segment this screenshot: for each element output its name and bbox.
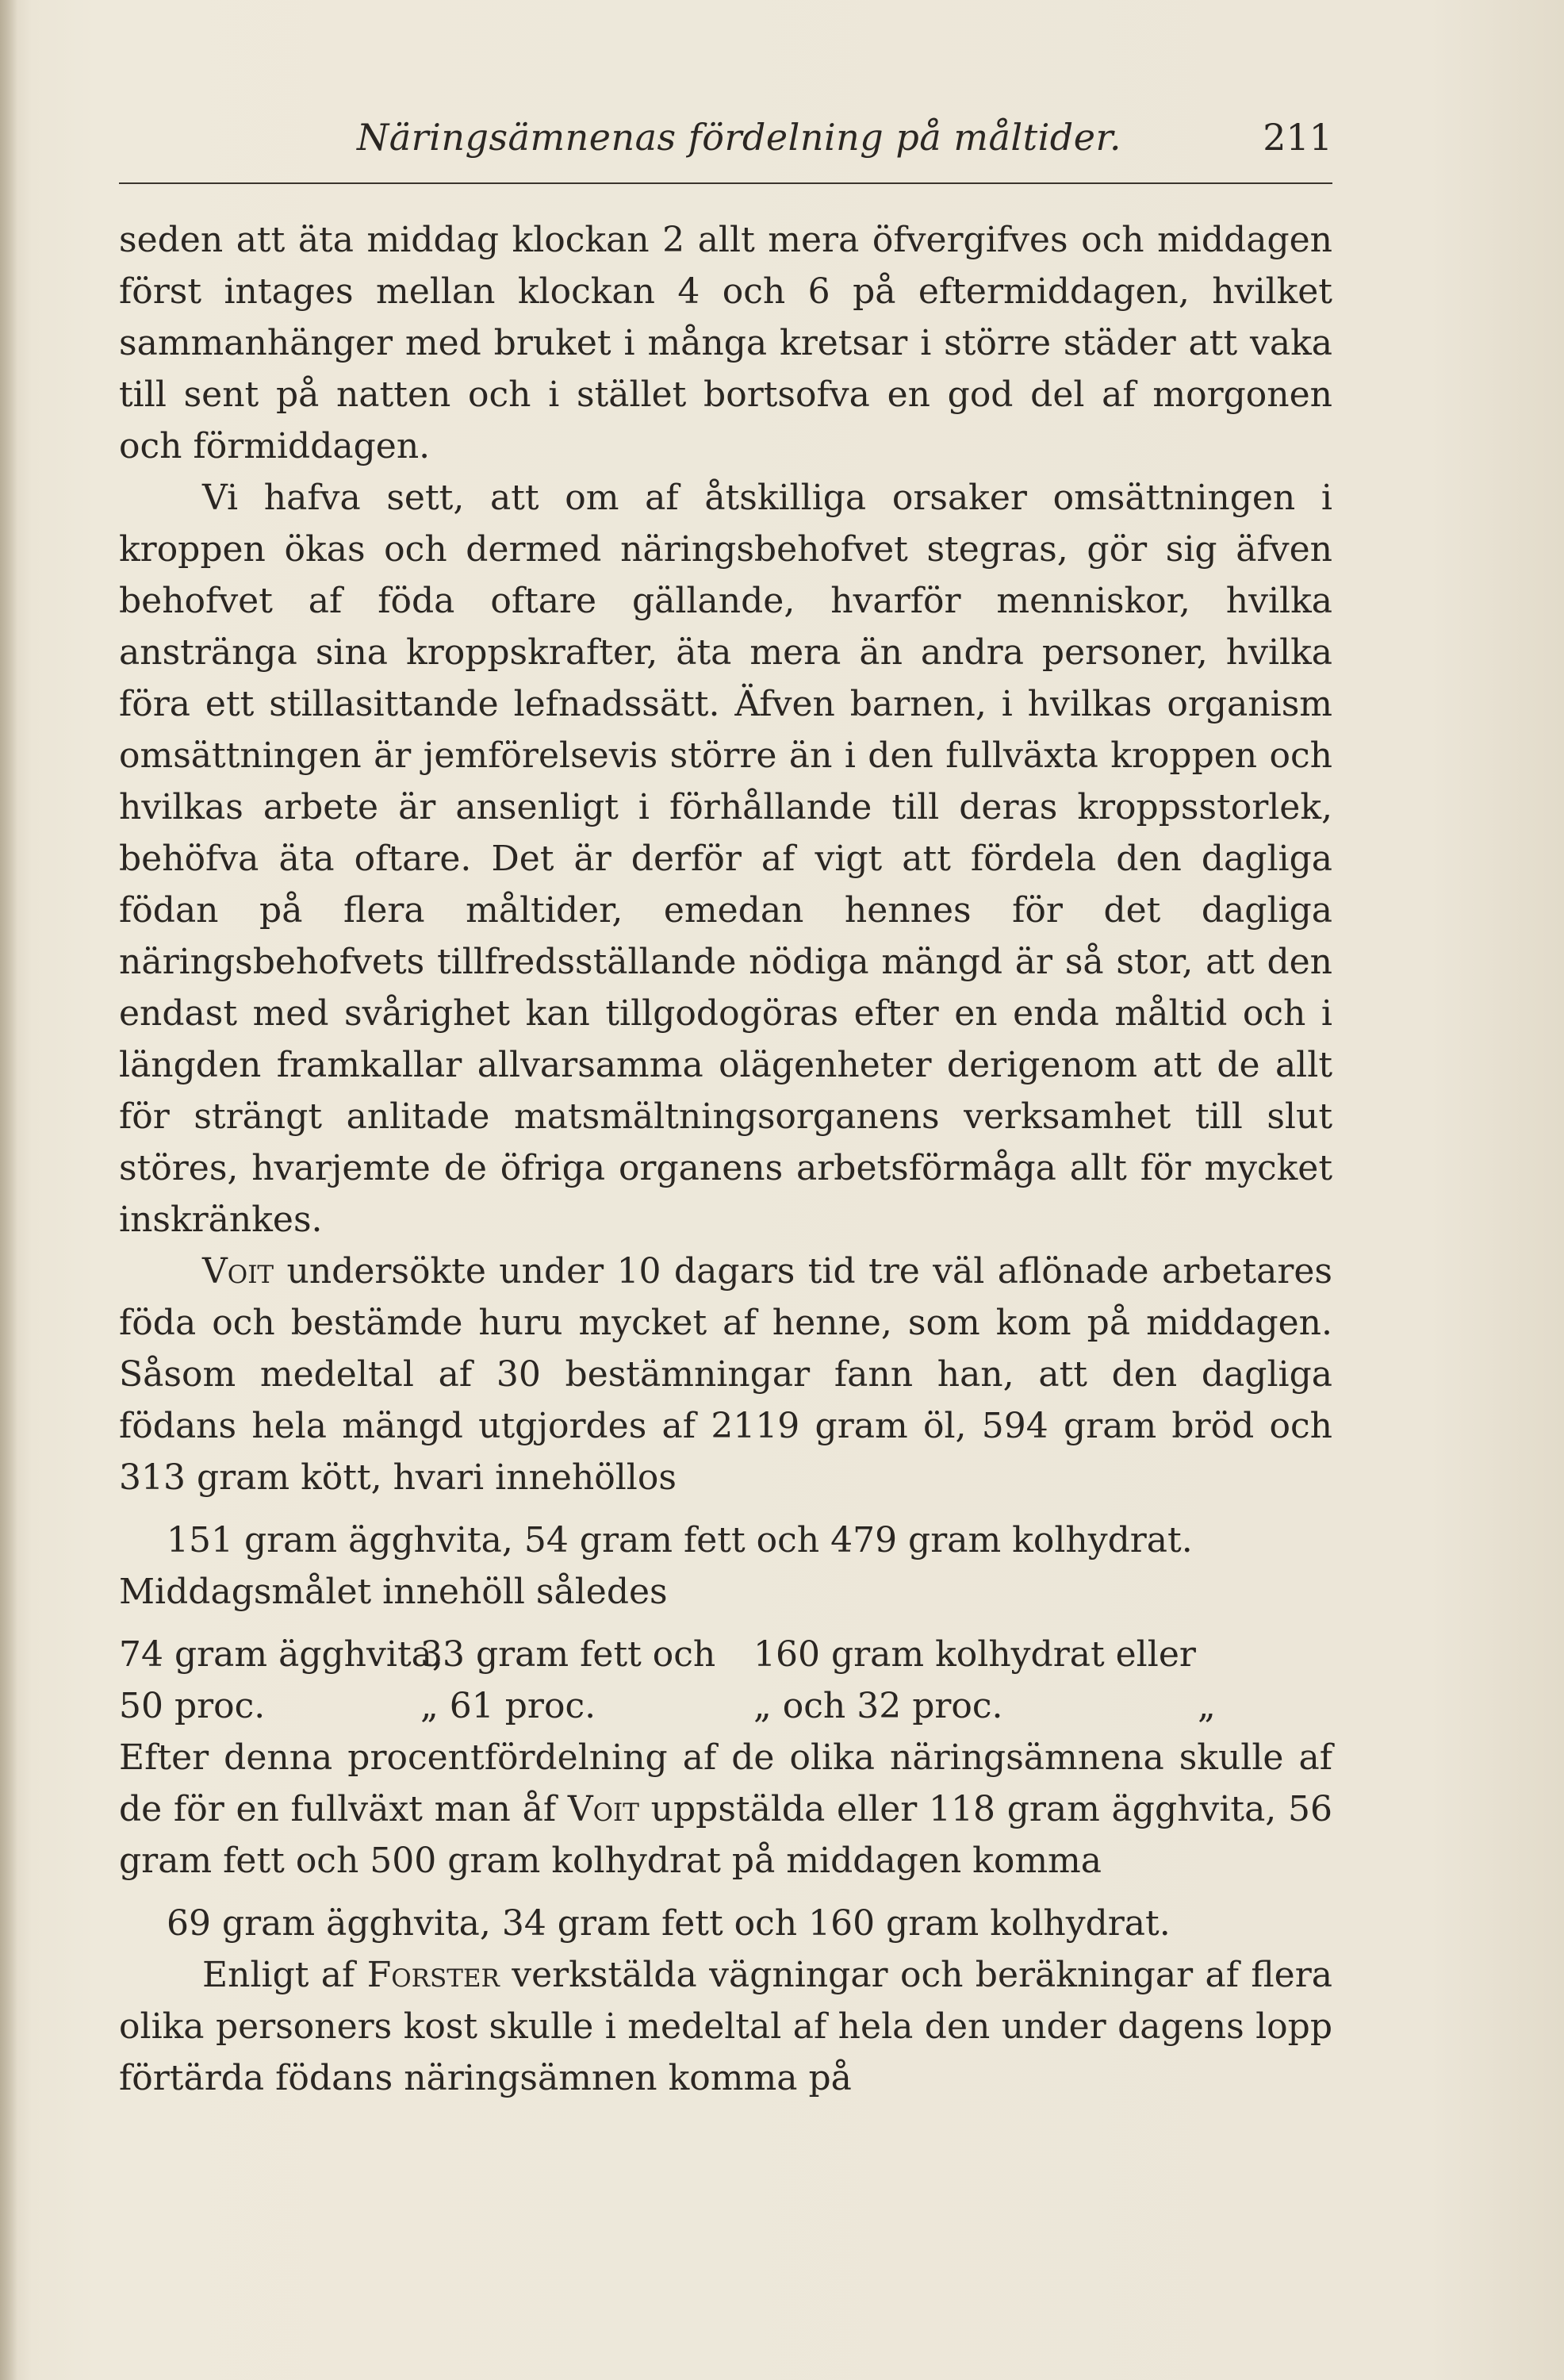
cell — [1198, 1629, 1332, 1680]
page-header — [119, 111, 1332, 167]
paragraph-5 — [119, 1732, 1332, 1887]
paragraph-1: seden att äta middag klockan 2 allt mera öfvergifves och middagen först intages mellan klockan 4 och 6 på eftermiddagen, hvilket sammanhänger med bruket i många kretsar i större städer att vaka till sent på natten och i stället bortsofva en god del af morgonen och förmiddagen. — [119, 220, 1332, 466]
author-name: Voit — [202, 1251, 274, 1292]
spine-shadow — [0, 0, 17, 2380]
cell: 160 gram kolhydrat eller — [753, 1634, 1196, 1675]
cell: 33 gram fett och — [420, 1634, 716, 1675]
paragraph-4: Middagsmålet innehöll således — [119, 1572, 668, 1612]
paragraph-2: Vi hafva sett, att om af åtskilliga orsaker omsättningen i kroppen ökas och dermed näringsbehofvet stegras, gör sig äfven behofvet af föda oftare gällande, hvarför menniskor, hvilka anstränga sina kroppskrafter, äta mera än andra personer, hvilka föra ett stillasittande lefnadssätt. Äfven barnen, i hvilkas organism omsättningen är jemförelsevis större än i den fullväxta kroppen och hvilkas arbete är ansenligt i förhållande till deras kroppsstorlek, behöfva äta oftare. Det är derför af vigt att fördela den dagliga födan på flera måltider, emedan hennes för det dagliga näringsbehofvets tillfredsställande nödiga mängd är så stor, att den endast med svårighet kan tillgodogöras efter en enda måltid och i längden framkallar allvarsamma olägenheter derigenom att de allt för strängt anlitade matsmältningsorganens verksamhet till slut störes, hvarjemte de öfriga organens arbetsförmåga allt för mycket inskränkes. — [119, 478, 1332, 1240]
cell: 74 gram ägghvita, — [119, 1634, 443, 1675]
nutrient-total-line: 151 gram ägghvita, 54 gram fett och 479 gram kolhydrat. — [167, 1520, 1193, 1560]
paragraph-6 — [119, 1949, 1332, 2104]
cell: „ 61 proc. — [420, 1686, 596, 1726]
paragraph-6-text-b: verkstälda vägningar och beräkningar af flera olika personers kost skulle i medeltal af hela den under dagens lopp förtärda födans näringsämnen komma på — [119, 1955, 1332, 2098]
paragraph-3-text: undersökte under 10 dagars tid tre väl aflönade arbetares föda och bestämde huru mycket af henne, som kom på middagen. Såsom medeltal af 30 bestämningar fann han, att den dagliga födans hela mängd utgjordes af 2119 gram öl, 594 gram bröd och 313 gram kött, hvari innehöllos — [119, 1251, 1332, 1498]
cell: „ — [1198, 1686, 1216, 1726]
author-name: Voit — [567, 1789, 639, 1829]
cell: „ och 32 proc. — [753, 1686, 1003, 1726]
nutrient-row-grams — [119, 1629, 1332, 1680]
author-name: Forster — [366, 1955, 500, 1995]
running-title: Näringsämnenas fördelning på måltider. — [357, 116, 1122, 159]
page-number: 211 — [1263, 116, 1332, 159]
paragraph-3 — [119, 1246, 1332, 1503]
nutrient-row-percent — [119, 1680, 1332, 1732]
header-rule — [119, 182, 1332, 184]
body-text — [119, 214, 1332, 2104]
paragraph-6-text-a: Enligt af — [202, 1955, 367, 1995]
paragraph-5-text-a: Efter denna procentfördelning af de olika näringsämnena skulle af de för en fullväxt man åf — [119, 1737, 1332, 1829]
cell: 50 proc. — [119, 1686, 266, 1726]
paragraph-5-text-b: uppstälda eller 118 gram ägghvita, 56 gram fett och 500 gram kolhydrat på middagen komma — [119, 1789, 1332, 1881]
nutrient-midday-line: 69 gram ägghvita, 34 gram fett och 160 gram kolhydrat. — [167, 1903, 1171, 1944]
